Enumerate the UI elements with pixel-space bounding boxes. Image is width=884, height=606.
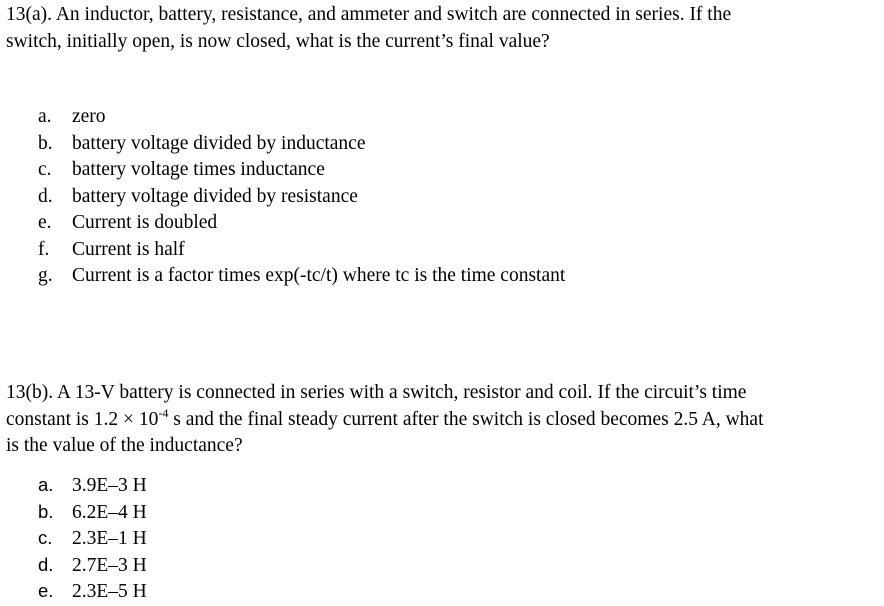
- option-letter: a.: [38, 106, 52, 127]
- time-constant-suffix: s and the final steady current after the switch is closed becomes 2.5 A, what: [168, 408, 764, 430]
- option-13a-f: [38, 237, 565, 264]
- question-13b-line-2: [6, 407, 764, 434]
- option-letter: d.: [38, 185, 53, 207]
- option-letter: b.: [38, 500, 54, 522]
- option-13b-c: [38, 525, 147, 552]
- option-text: Current is doubled: [72, 212, 218, 233]
- option-letter: g.: [38, 265, 53, 286]
- option-13a-a: [38, 104, 565, 131]
- option-text: 2.7E–3 H: [72, 554, 147, 576]
- time-constant-prefix: constant is 1.2 × 10: [6, 408, 159, 430]
- option-letter: a.: [38, 474, 54, 495]
- option-letter: e.: [38, 580, 54, 601]
- option-text: battery voltage divided by resistance: [72, 185, 358, 207]
- question-13a-line-1: 13(a). An inductor, battery, resistance, and ammeter and switch are connected in series. If the: [6, 4, 732, 25]
- question-13a: [6, 2, 731, 55]
- exponent: -4: [158, 405, 169, 420]
- option-13a-c: [38, 157, 565, 184]
- question-13b-line-1: 13(b). A 13-V battery is connected in series with a switch, resistor and coil. If the circuit’s time: [6, 382, 747, 403]
- question-13b: [6, 380, 764, 460]
- option-letter: c.: [38, 159, 52, 180]
- question-13b-line-3: is the value of the inductance?: [6, 435, 243, 456]
- option-text: battery voltage times inductance: [72, 159, 325, 180]
- option-13b-d: [38, 552, 147, 579]
- option-letter: b.: [38, 132, 53, 154]
- option-13a-b: [38, 131, 565, 158]
- option-letter: d.: [38, 553, 54, 575]
- option-text: zero: [72, 106, 106, 127]
- option-text: 3.9E–3 H: [72, 475, 147, 496]
- option-text: Current is half: [72, 238, 185, 260]
- option-13a-g: [38, 263, 565, 290]
- option-text: 6.2E–4 H: [72, 501, 147, 523]
- question-13a-options: [38, 104, 565, 290]
- option-text: 2.3E–5 H: [72, 581, 147, 602]
- option-text: 2.3E–1 H: [72, 528, 147, 549]
- option-letter: c.: [38, 527, 53, 548]
- option-letter: f.: [38, 238, 50, 260]
- question-13b-options: [38, 472, 147, 605]
- option-text: Current is a factor times exp(-tc/t) where tc is the time constant: [72, 265, 566, 286]
- option-13a-e: [38, 210, 565, 237]
- option-text: battery voltage divided by inductance: [72, 132, 366, 154]
- question-13a-line-2: switch, initially open, is now closed, what is the current’s final value?: [6, 30, 550, 52]
- option-13b-a: [38, 472, 147, 499]
- option-13a-d: [38, 184, 565, 211]
- option-13b-e: [38, 578, 147, 605]
- option-13b-b: [38, 499, 147, 526]
- option-letter: e.: [38, 212, 52, 233]
